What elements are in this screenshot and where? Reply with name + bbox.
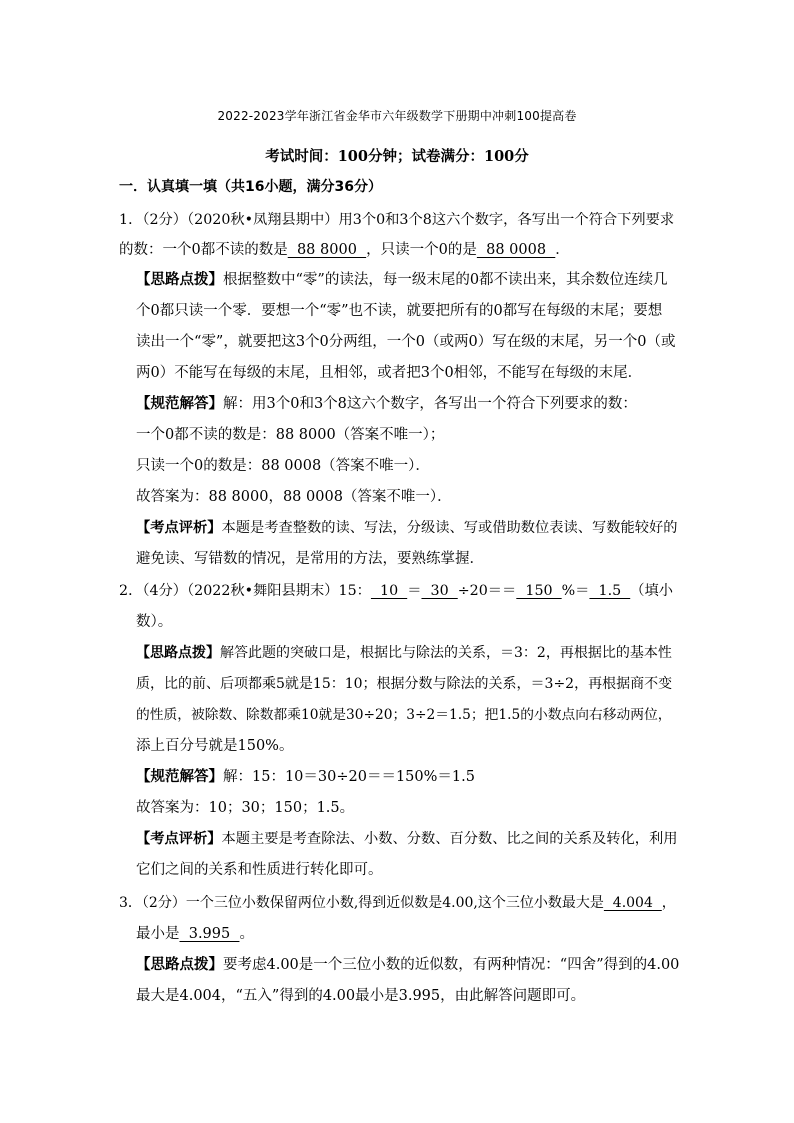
q2-answer-blank-4: 1.5 — [589, 583, 631, 599]
q2-answer-line2: 故答案为：10；30；150；1.5。 — [136, 800, 355, 816]
section-heading: 一．认真填一填（共16小题，满分36分） — [119, 179, 382, 195]
q2-answer-blank-3: 150 — [516, 583, 562, 599]
q1-hint-line4: 两0）不能写在每级的末尾，且相邻，或者把3个0相邻，不能写在每级的末尾． — [136, 365, 643, 381]
q3-answer-blank-2: 3.995 — [179, 926, 240, 942]
q3-stem-text-b: ， — [661, 895, 676, 911]
q2-equals-1: ＝ — [407, 583, 422, 599]
q1-answer-line2: 一个0都不读的数是：88 8000（答案不唯一）； — [136, 427, 445, 443]
q1-hint-text-1: 根据整数中“零”的读法，每一级末尾的0都不读出来，其余数位连续几 — [223, 272, 668, 288]
q1-review-tag: 【考点评析】 — [136, 520, 222, 536]
q2-stem-line1 — [119, 581, 673, 601]
q3-hint-line1 — [136, 955, 679, 975]
q3-stem-line2 — [136, 924, 254, 944]
q2-stem-line2: 数）。 — [136, 614, 173, 630]
q1-hint-line3: 读出一个“零”，就要把这3个0分两组，一个0（或两0）写在级的末尾，另一个0（或 — [136, 334, 676, 350]
q3-hint-text-1: 要考虑4.00是一个三位小数的近似数，有两种情况：“四舍”得到的4.00 — [223, 957, 680, 973]
q1-hint-line1 — [136, 270, 668, 290]
q1-answer-line1 — [136, 394, 637, 414]
q2-hint-line4: 添上百分号就是150%。 — [136, 738, 294, 754]
exam-info: 考试时间：100分钟；试卷满分：100分 — [265, 148, 529, 165]
q1-answer-line4: 故答案为：88 8000，88 0008（答案不唯一）． — [136, 489, 452, 505]
q1-stem-line2 — [119, 240, 570, 260]
q1-stem-text-a: 的数：一个0都不读的数是 — [119, 242, 288, 258]
q1-answer-blank-2: 88 0008 — [476, 242, 556, 258]
page-title: 2022-2023学年浙江省金华市六年级数学下册期中冲刺100提高卷 — [217, 109, 577, 123]
q2-answer-blank-1: 10 — [370, 583, 408, 599]
q2-review-tag: 【考点评析】 — [136, 831, 222, 847]
q1-answer-blank-1: 88 8000 — [287, 242, 367, 258]
q1-stem-text-b: ，只读一个0的是 — [366, 242, 477, 258]
q2-answer-line1 — [136, 767, 475, 787]
q3-hint-line2: 最大是4.004，“五入”得到的4.00最小是3.995，由此解答问题即可。 — [136, 988, 586, 1004]
q3-stem-text-d: 。 — [239, 926, 254, 942]
q3-stem-text-c: 最小是 — [136, 926, 180, 942]
q1-answer-text-1: 解：用3个0和3个8这六个数字，各写出一个符合下列要求的数： — [223, 396, 637, 412]
q2-stem-text-b: （填小 — [630, 583, 673, 599]
q2-review-text-1: 本题主要是考查除法、小数、分数、百分数、比之间的关系及转化，利用 — [221, 831, 678, 847]
q2-stem-mid: ÷20＝＝ — [457, 583, 517, 599]
q3-answer-blank-1: 4.004 — [603, 895, 662, 911]
q2-stem-text-a: 2．（4分）（2022秋•舞阳县期末）15： — [119, 583, 371, 599]
q1-review-text-1: 本题是考查整数的读、写法，分级读、写或借助数位表读、写数能较好的 — [221, 520, 678, 536]
q1-hint-line2: 个0都只读一个零．要想一个“零”也不读，就要把所有的0都写在每级的末尾；要想 — [136, 303, 663, 319]
q1-review-line2: 避免读、写错数的情况，是常用的方法，要熟练掌握． — [136, 551, 484, 567]
q2-answer-tag: 【规范解答】 — [136, 769, 223, 785]
q3-hint-tag: 【思路点拨】 — [136, 957, 223, 973]
q1-stem-line1: 1．（2分）（2020秋•凤翔县期中）用3个0和3个8这六个数字，各写出一个符合下列要求 — [119, 212, 675, 228]
q3-stem-text-a: 3．（2分）一个三位小数保留两位小数,得到近似数是4.00,这个三位小数最大是 — [119, 895, 604, 911]
q1-review-line1 — [136, 518, 678, 538]
q2-answer-text-1: 解：15：10＝30÷20＝＝150%＝1.5 — [223, 769, 475, 785]
q1-answer-line3: 只读一个0的数是：88 0008（答案不唯一）． — [136, 458, 430, 474]
q2-review-line2: 它们之间的关系和性质进行转化即可。 — [136, 862, 383, 878]
q2-hint-tag: 【思路点拨】 — [136, 645, 220, 661]
q2-hint-line1 — [136, 643, 672, 663]
q2-percent: %＝ — [561, 583, 590, 599]
q3-stem-line1 — [119, 893, 676, 913]
q2-hint-line2: 质，比的前、后项都乘5就是15：10；根据分数与除法的关系，＝3÷2，再根据商不变 — [136, 676, 673, 692]
q2-hint-line3: 的性质，被除数、除数都乘10就是30÷20；3÷2＝1.5；把1.5的小数点向右移动两位， — [136, 707, 672, 723]
q1-hint-tag: 【思路点拨】 — [136, 272, 223, 288]
q2-review-line1 — [136, 829, 678, 849]
q2-answer-blank-2: 30 — [421, 583, 458, 599]
q1-answer-tag: 【规范解答】 — [136, 396, 223, 412]
q2-hint-text-1: 解答此题的突破口是，根据比与除法的关系，＝3：2，再根据比的基本性 — [220, 645, 672, 661]
q1-stem-text-c: ． — [555, 242, 570, 258]
